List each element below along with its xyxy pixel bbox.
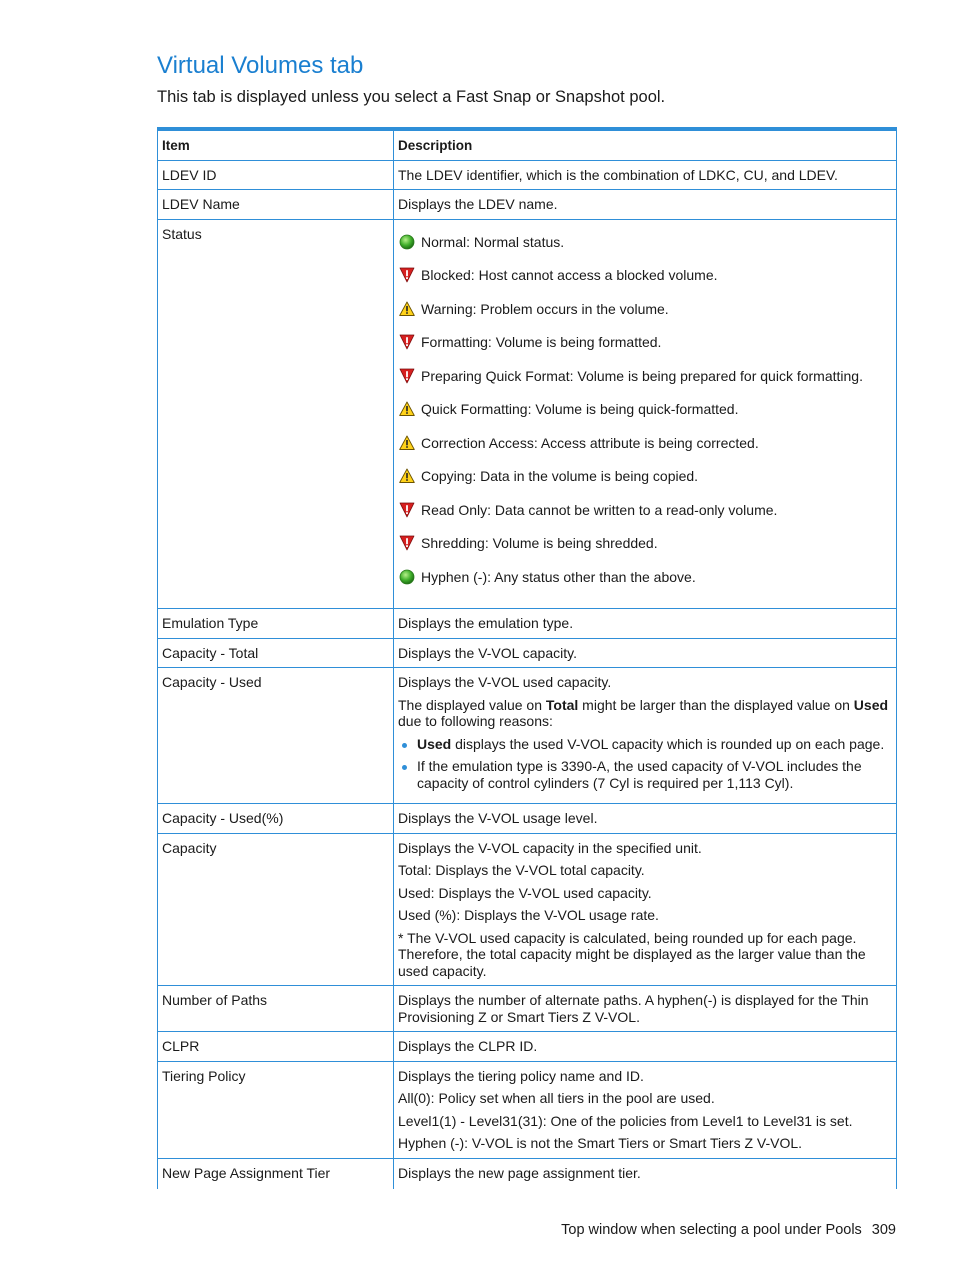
row-description: Displays the emulation type. <box>394 609 897 639</box>
header-item: Item <box>158 129 394 160</box>
status-text: Hyphen (-): Any status other than the above. <box>421 568 696 585</box>
row-item: Capacity <box>158 833 394 986</box>
status-text: Read Only: Data cannot be written to a read-only volume. <box>421 501 778 518</box>
status-text: Correction Access: Access attribute is being corrected. <box>421 434 759 451</box>
status-text: Quick Formatting: Volume is being quick-formatted. <box>421 401 739 417</box>
green-circle-icon <box>399 569 415 585</box>
table-row <box>158 190 897 220</box>
status-item <box>398 502 892 536</box>
description-line: Total: Displays the V-VOL total capacity. <box>398 862 645 878</box>
table-row-status <box>158 219 897 609</box>
header-description: Description <box>394 129 897 160</box>
page-footer <box>561 1222 896 1238</box>
row-item: LDEV ID <box>158 160 394 190</box>
table-row <box>158 1158 897 1189</box>
red-error-icon <box>399 535 415 551</box>
text-span: The displayed value on <box>398 696 546 713</box>
page-title: Virtual Volumes tab <box>157 52 364 79</box>
text-span: might be larger than the displayed value on <box>578 696 854 713</box>
table-header-row <box>158 129 897 160</box>
bullet-item: If the emulation type is 3390-A, the used capacity of V-VOL includes the capacity of control cylinders (7 Cyl is required per 1,113 Cyl). <box>417 758 892 791</box>
status-item <box>398 468 892 502</box>
bullet-item <box>417 736 892 753</box>
row-description <box>394 219 897 609</box>
red-error-icon <box>399 267 415 283</box>
status-item <box>398 535 892 569</box>
table-row <box>158 1032 897 1062</box>
row-item: Status <box>158 219 394 609</box>
description-line: Displays the tiering policy name and ID. <box>398 1067 644 1084</box>
row-description <box>394 668 897 804</box>
status-item <box>398 368 892 402</box>
row-item: Capacity - Total <box>158 638 394 668</box>
description-line: Hyphen (-): V-VOL is not the Smart Tiers or Smart Tiers Z V-VOL. <box>398 1135 803 1151</box>
red-error-icon <box>399 368 415 384</box>
status-item <box>398 234 892 268</box>
virtual-volumes-table <box>157 127 897 1189</box>
bullet-list <box>398 736 892 792</box>
status-text: Normal: Normal status. <box>421 233 565 250</box>
status-item <box>398 301 892 335</box>
row-description <box>394 1061 897 1158</box>
row-description: Displays the number of alternate paths. A hyphen(-) is displayed for the Thin Provisioning Z or Smart Tiers Z V-VOL. <box>394 986 897 1032</box>
status-list <box>398 226 892 603</box>
description-line: All(0): Policy set when all tiers in the pool are used. <box>398 1090 715 1106</box>
table-row <box>158 638 897 668</box>
status-text: Shredding: Volume is being shredded. <box>421 535 658 551</box>
description-line: * The V-VOL used capacity is calculated, being rounded up for each page. Therefore, the total capacity might be displayed as the larger value than the used capacity. <box>398 929 866 979</box>
row-item: Emulation Type <box>158 609 394 639</box>
row-item: CLPR <box>158 1032 394 1062</box>
row-item: Capacity - Used(%) <box>158 804 394 834</box>
description-line: Level1(1) - Level31(31): One of the policies from Level1 to Level31 is set. <box>398 1112 853 1129</box>
row-item: Number of Paths <box>158 986 394 1032</box>
description-line: Used: Displays the V-VOL used capacity. <box>398 884 652 901</box>
page-subtitle: This tab is displayed unless you select a Fast Snap or Snapshot pool. <box>157 88 666 106</box>
table-row <box>158 804 897 834</box>
status-item <box>398 569 892 603</box>
table-row <box>158 1061 897 1158</box>
row-description: Displays the CLPR ID. <box>394 1032 897 1062</box>
table-row <box>158 160 897 190</box>
green-circle-icon <box>399 234 415 250</box>
red-error-icon <box>399 502 415 518</box>
bold-term: Used <box>853 696 889 713</box>
status-text: Preparing Quick Format: Volume is being prepared for quick formatting. <box>421 367 863 384</box>
row-description: The LDEV identifier, which is the combination of LDKC, CU, and LDEV. <box>394 160 897 190</box>
row-description: Displays the new page assignment tier. <box>394 1158 897 1189</box>
status-text: Copying: Data in the volume is being copied. <box>421 468 699 484</box>
bold-term: Total <box>545 696 579 713</box>
table-row <box>158 986 897 1032</box>
warning-triangle-icon <box>399 435 415 451</box>
row-item: Tiering Policy <box>158 1061 394 1158</box>
red-error-icon <box>399 334 415 350</box>
status-item <box>398 401 892 435</box>
row-description <box>394 833 897 986</box>
table-row <box>158 833 897 986</box>
status-text: Blocked: Host cannot access a blocked volume. <box>421 267 718 283</box>
row-item: LDEV Name <box>158 190 394 220</box>
row-description: Displays the LDEV name. <box>394 190 897 220</box>
text-span: displays the used V-VOL capacity which is rounded up on each page. <box>451 735 885 752</box>
status-item <box>398 334 892 368</box>
status-text: Formatting: Volume is being formatted. <box>421 334 662 350</box>
footer-section-title: Top window when selecting a pool under Pools <box>561 1222 862 1238</box>
text-span: due to following reasons: <box>398 713 553 729</box>
page-number: 309 <box>871 1222 896 1238</box>
description-line: Used (%): Displays the V-VOL usage rate. <box>398 907 659 923</box>
status-item <box>398 267 892 301</box>
status-item <box>398 435 892 469</box>
warning-triangle-icon <box>399 401 415 417</box>
description-line: Displays the V-VOL used capacity. <box>398 674 612 690</box>
row-description: Displays the V-VOL usage level. <box>394 804 897 834</box>
description-line <box>398 697 892 730</box>
description-line: Displays the V-VOL capacity in the specified unit. <box>398 839 702 856</box>
status-text: Warning: Problem occurs in the volume. <box>421 300 669 317</box>
bold-term: Used <box>417 735 452 752</box>
warning-triangle-icon <box>399 301 415 317</box>
table-row <box>158 609 897 639</box>
row-item: Capacity - Used <box>158 668 394 804</box>
row-item: New Page Assignment Tier <box>158 1158 394 1189</box>
row-description: Displays the V-VOL capacity. <box>394 638 897 668</box>
table-row-capacity-used <box>158 668 897 804</box>
warning-triangle-icon <box>399 468 415 484</box>
